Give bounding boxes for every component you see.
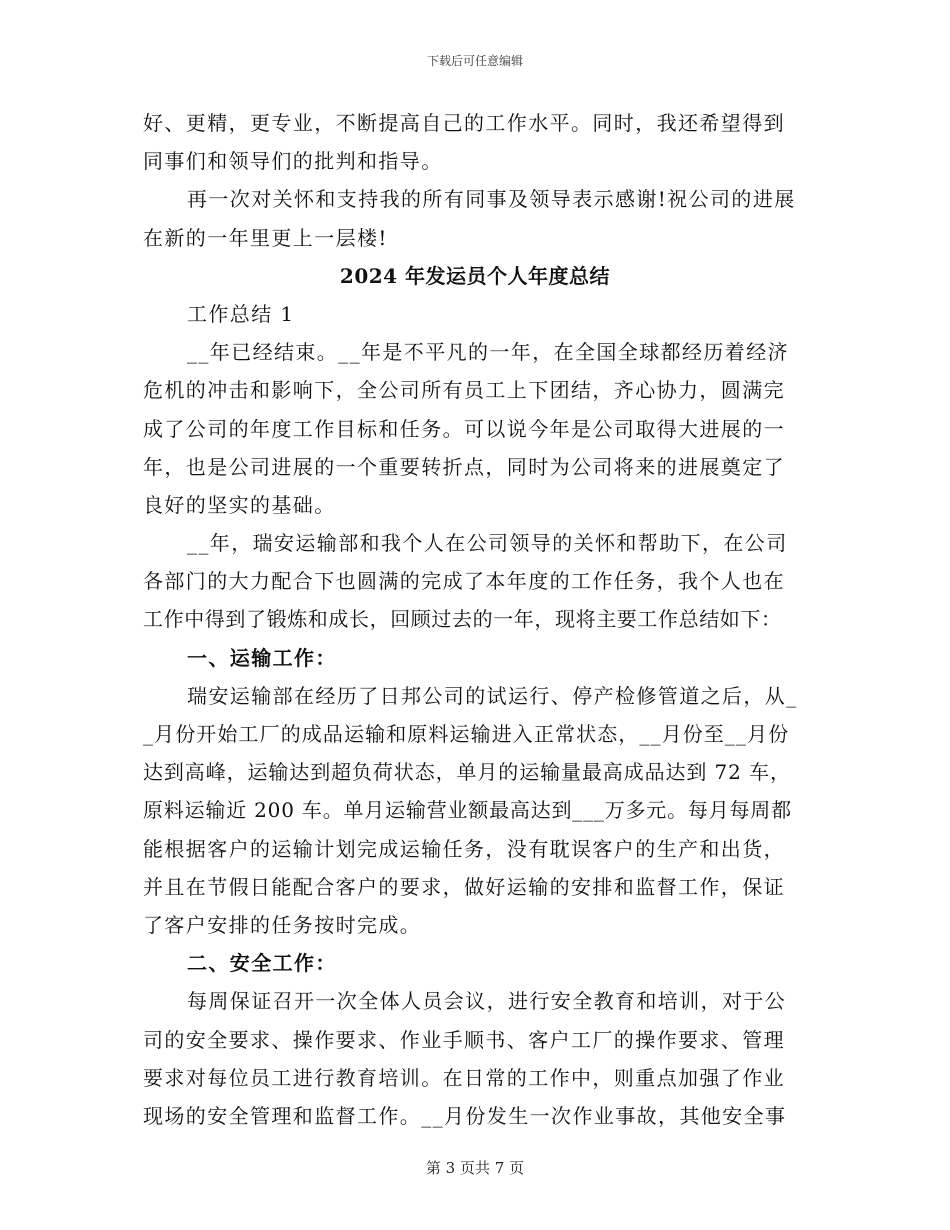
- page-header: 下载后可任意编辑: [426, 54, 523, 68]
- paragraph-line: 工作中得到了锻炼和成长，回顾过去的一年，现将主要工作总结如下：: [143, 607, 782, 632]
- paragraph-line: 并且在节假日能配合客户的要求，做好运输的安排和监督工作，保证: [143, 874, 785, 899]
- paragraph-line: 原料运输近 200 车。单月运输营业额最高达到___万多元。每月每周都: [143, 798, 792, 823]
- paragraph-line: 司的安全要求、操作要求、作业手顺书、客户工厂的操作要求、管理: [143, 1027, 785, 1052]
- paragraph-line: 现场的安全管理和监督工作。__月份发生一次作业事故，其他安全事: [143, 1103, 787, 1128]
- paragraph-line: 达到高峰，运输达到超负荷状态，单月的运输量最高成品达到 72 车，: [143, 760, 791, 785]
- paragraph-line: 危机的冲击和影响下，全公司所有员工上下团结，齐心协力，圆满完: [143, 378, 785, 403]
- paragraph-line: 要求对每位员工进行教育培训。在日常的工作中，则重点加强了作业: [143, 1065, 785, 1090]
- paragraph-line: __年，瑞安运输部和我个人在公司领导的关怀和帮助下，在公司: [187, 531, 788, 556]
- paragraph-line: 成了公司的年度工作目标和任务。可以说今年是公司取得大进展的一: [143, 416, 785, 441]
- section-heading: 二、安全工作：: [187, 951, 337, 976]
- paragraph-line: 同事们和领导们的批判和指导。: [143, 149, 443, 174]
- document-body: [143, 104, 807, 1135]
- paragraph-line: 在新的一年里更上一层楼!: [143, 225, 388, 250]
- paragraph-line: 了客户安排的任务按时完成。: [143, 912, 422, 937]
- paragraph-line: 能根据客户的运输计划完成运输任务，没有耽误客户的生产和出货，: [143, 836, 785, 861]
- section-label: 工作总结 1: [187, 301, 295, 326]
- paragraph-line: 再一次对关怀和支持我的所有同事及领导表示感谢!祝公司的进展: [187, 187, 796, 212]
- paragraph-line: 瑞安运输部在经历了日邦公司的试运行、停产检修管道之后，从_: [187, 683, 798, 708]
- paragraph-line: 各部门的大力配合下也圆满的完成了本年度的工作任务，我个人也在: [143, 569, 785, 594]
- section-heading: 一、运输工作：: [187, 645, 337, 670]
- paragraph-line: __年已经结束。__年是不平凡的一年，在全国全球都经历着经济: [187, 340, 789, 365]
- page-number: 第 3 页共 7 页: [425, 1159, 525, 1177]
- paragraph-line: 好、更精，更专业，不断提高自己的工作水平。同时，我还希望得到: [143, 111, 785, 135]
- paragraph-line: 年，也是公司进展的一个重要转折点，同时为公司将来的进展奠定了: [143, 454, 785, 479]
- paragraph-line: _月份开始工厂的成品运输和原料运输进入正常状态，__月份至__月份: [143, 722, 790, 746]
- paragraph-line: 良好的坚实的基础。: [143, 492, 336, 517]
- document-title: 2024 年发运员个人年度总结: [339, 263, 611, 288]
- paragraph-line: 每周保证召开一次全体人员会议，进行安全教育和培训，对于公: [187, 989, 787, 1014]
